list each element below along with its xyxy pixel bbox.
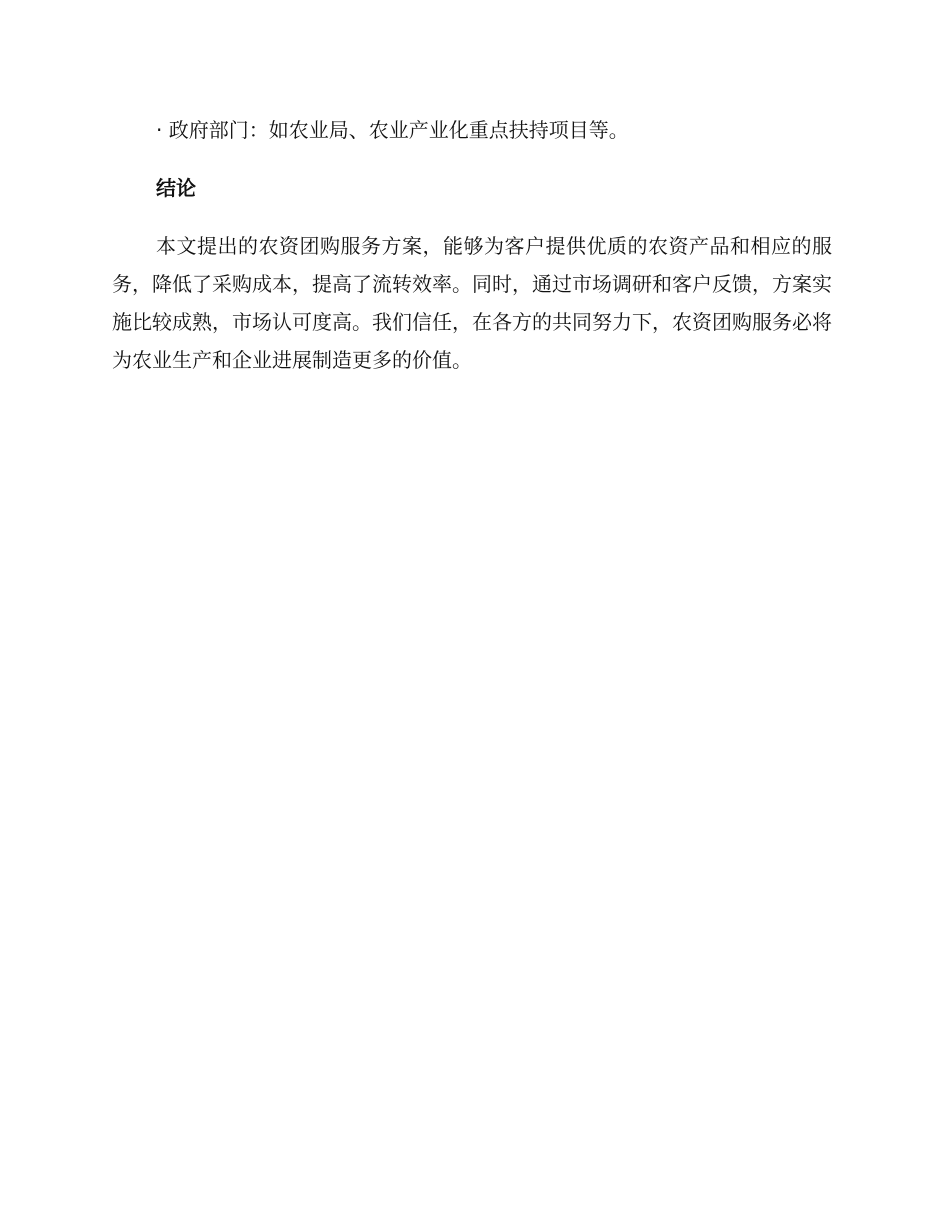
conclusion-paragraph: 本文提出的农资团购服务方案，能够为客户提供优质的农资产品和相应的服务，降低了采购成本，提高了流转效率。同时，通过市场调研和客户反馈，方案实施比较成熟，市场认可度高。我们信任，在各方的共同努力下，农资团购服务必将为农业生产和企业进展制造更多的价值。 [112, 234, 832, 372]
document-body [112, 114, 832, 379]
bullet-item-government-departments: · 政府部门：如农业局、农业产业化重点扶持项目等。 [156, 118, 629, 142]
conclusion-heading: 结论 [156, 176, 196, 200]
